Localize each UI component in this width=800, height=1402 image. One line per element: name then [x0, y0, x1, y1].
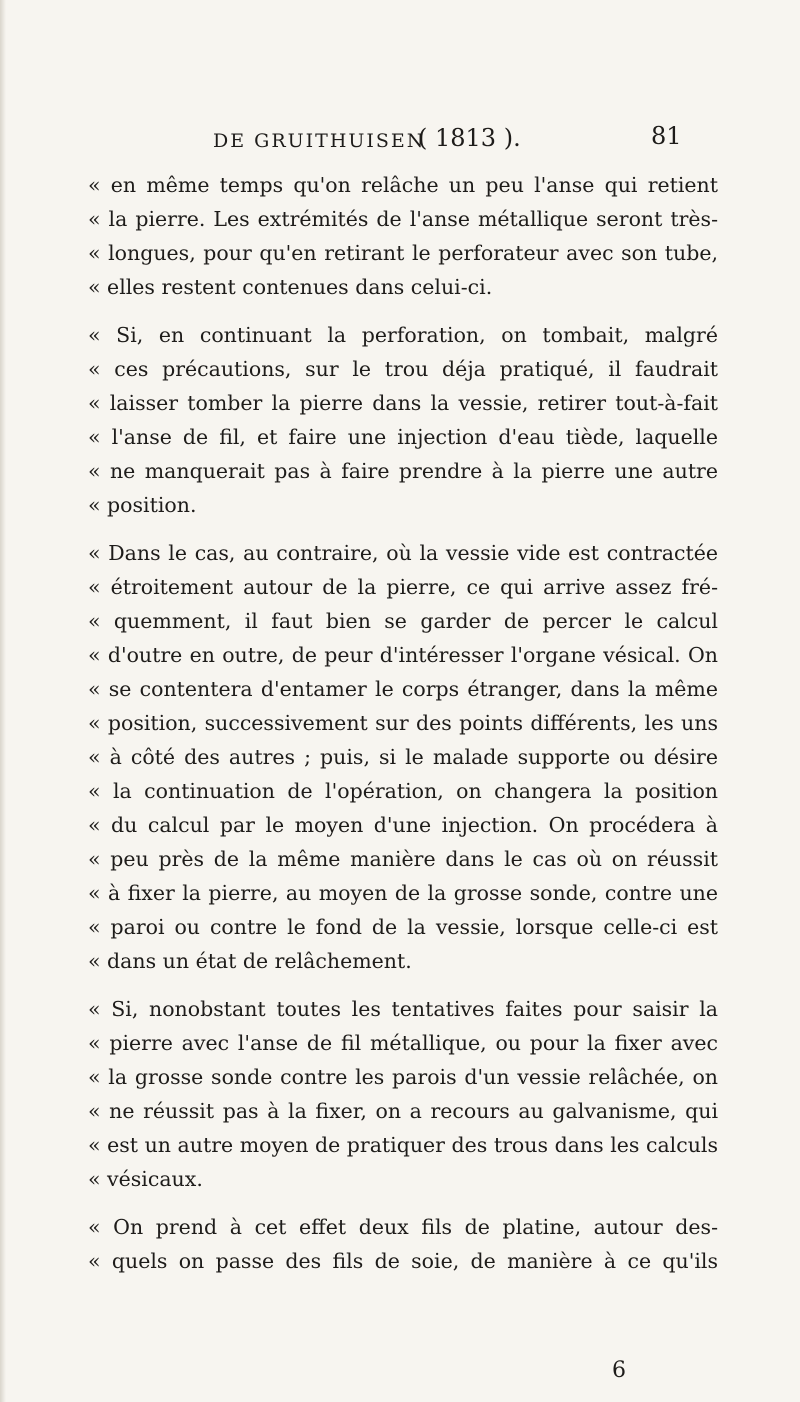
text-line: « l'anse de fil, et faire une injection d'eau tiède, laquelle: [88, 425, 718, 449]
text-line: « Dans le cas, au contraire, où la vessie vide est contractée: [88, 541, 718, 565]
text-line: « Si, nonobstant toutes les tentatives faites pour saisir la: [88, 997, 718, 1021]
paragraph-gap: [88, 1196, 718, 1210]
text-line: « d'outre en outre, de peur d'intéresser l'organe vésical. On: [88, 643, 718, 667]
text-line: « se contentera d'entamer le corps étranger, dans la même: [88, 677, 718, 701]
page-body-text: [88, 168, 718, 1278]
paragraph-gap: [88, 304, 718, 318]
text-line: « quels on passe des fils de soie, de manière à ce qu'ils: [88, 1249, 718, 1273]
header-year: ( 1813 ).: [418, 124, 521, 152]
text-line: « à fixer la pierre, au moyen de la grosse sonde, contre une: [88, 881, 718, 905]
signature-mark: 6: [612, 1358, 626, 1383]
paragraph-gap: [88, 978, 718, 992]
text-line: « ces précautions, sur le trou déja pratiqué, il faudrait: [88, 357, 718, 381]
text-line: « du calcul par le moyen d'une injection. On procédera à: [88, 813, 718, 837]
text-line: « ne réussit pas à la fixer, on a recours au galvanisme, qui: [88, 1099, 718, 1123]
page-number: 81: [651, 122, 682, 150]
text-line: « en même temps qu'on relâche un peu l'anse qui retient: [88, 173, 718, 197]
text-line: « laisser tomber la pierre dans la vessie, retirer tout-à-fait: [88, 391, 718, 415]
text-line: « à côté des autres ; puis, si le malade supporte ou désire: [88, 745, 718, 769]
text-line: « est un autre moyen de pratiquer des trous dans les calculs: [88, 1133, 718, 1157]
text-line: « paroi ou contre le fond de la vessie, lorsque celle-ci est: [88, 915, 718, 939]
text-line: « position, successivement sur des points différents, les uns: [88, 711, 718, 735]
text-line: « la pierre. Les extrémités de l'anse métallique seront très-: [88, 207, 718, 231]
text-line: « la grosse sonde contre les parois d'un vessie relâchée, on: [88, 1065, 718, 1089]
text-line: « On prend à cet effet deux fils de platine, autour des-: [88, 1215, 718, 1239]
text-line: « elles restent contenues dans celui-ci.: [88, 275, 493, 299]
text-line: « pierre avec l'anse de fil métallique, ou pour la fixer avec: [88, 1031, 718, 1055]
text-line: « Si, en continuant la perforation, on tombait, malgré: [88, 323, 718, 347]
text-line: « étroitement autour de la pierre, ce qui arrive assez fré-: [88, 575, 718, 599]
text-line: « peu près de la même manière dans le cas où on réussit: [88, 847, 718, 871]
text-line: « la continuation de l'opération, on changera la position: [88, 779, 718, 803]
paragraph: [88, 1210, 718, 1278]
paragraph: [88, 536, 718, 978]
text-line: « position.: [88, 493, 197, 517]
page-header: [0, 122, 800, 162]
running-title: DE GRUITHUISEN: [213, 130, 426, 152]
paragraph-gap: [88, 522, 718, 536]
text-line: « longues, pour qu'en retirant le perforateur avec son tube,: [88, 241, 718, 265]
page-spine-shadow: [0, 0, 6, 1402]
text-line: « dans un état de relâchement.: [88, 949, 412, 973]
paragraph: [88, 318, 718, 522]
paragraph: [88, 168, 718, 304]
paragraph: [88, 992, 718, 1196]
text-line: « vésicaux.: [88, 1167, 203, 1191]
text-line: « quemment, il faut bien se garder de percer le calcul: [88, 609, 718, 633]
text-line: « ne manquerait pas à faire prendre à la pierre une autre: [88, 459, 718, 483]
